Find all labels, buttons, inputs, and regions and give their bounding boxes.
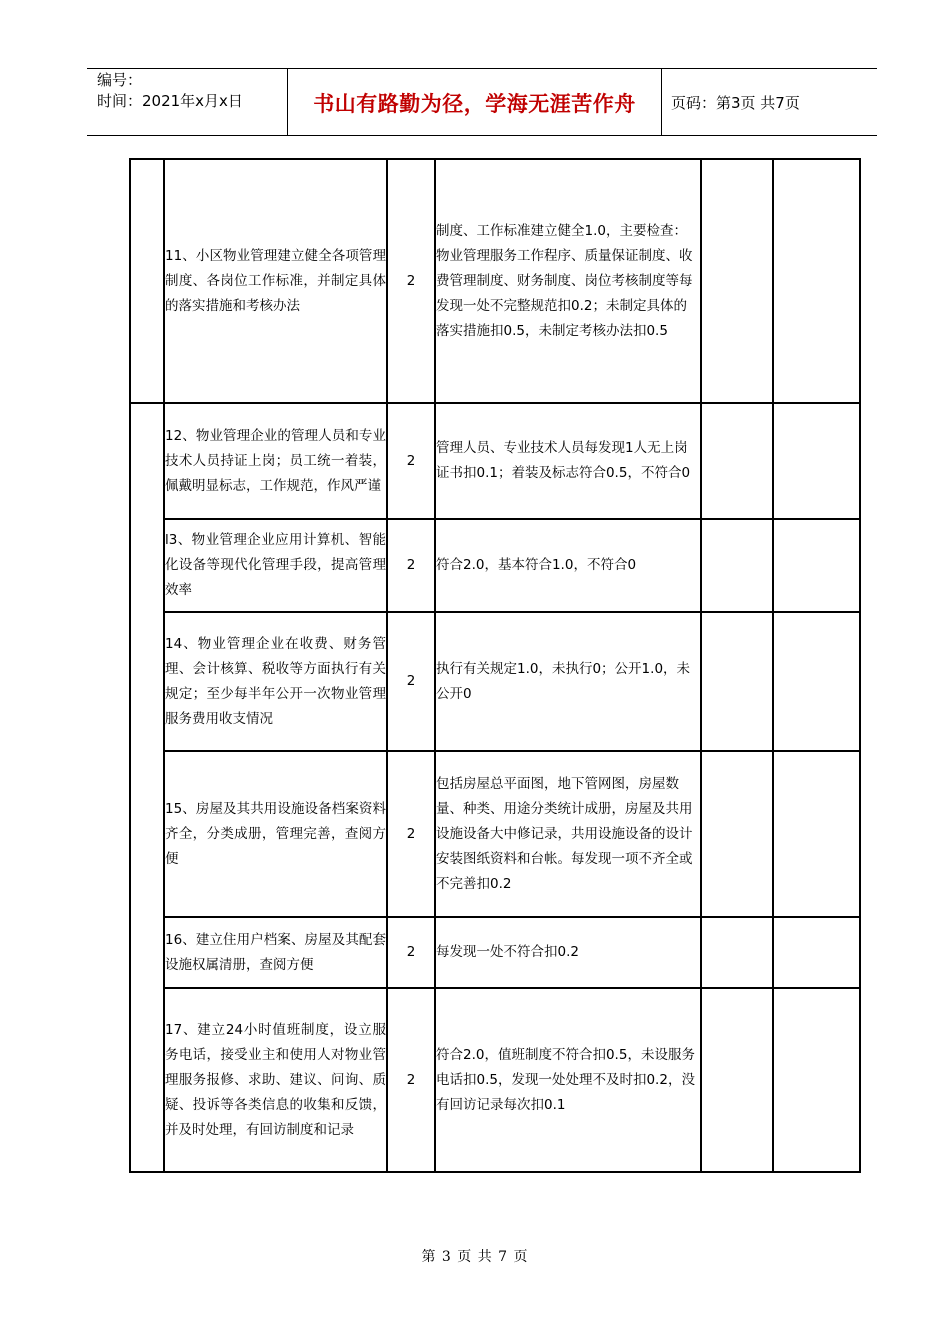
assessment-table <box>129 158 861 1173</box>
table-row <box>130 751 860 917</box>
score-cell: 2 <box>387 612 435 751</box>
empty-cell <box>773 988 860 1172</box>
item-cell: 17、建立24小时值班制度，设立服务电话，接受业主和使用人对物业管理服务报修、求助、建议、问询、质疑、投诉等各类信息的收集和反馈，并及时处理，有回访制度和记录 <box>164 988 387 1172</box>
item-cell: 12、物业管理企业的管理人员和专业技术人员持证上岗；员工统一着装，佩戴明显标志，工作规范，作风严谨 <box>164 403 387 519</box>
header-top-rule <box>87 68 877 69</box>
category-cell <box>130 159 164 403</box>
empty-cell <box>773 751 860 917</box>
standard-cell: 管理人员、专业技术人员每发现1人无上岗证书扣0.1；着装及标志符合0.5，不符合0 <box>435 403 701 519</box>
empty-cell <box>773 519 860 612</box>
item-cell: 15、房屋及其共用设施设备档案资料齐全，分类成册，管理完善，查阅方便 <box>164 751 387 917</box>
item-cell: 11、小区物业管理建立健全各项管理制度、各岗位工作标准，并制定具体的落实措施和考核办法 <box>164 159 387 403</box>
document-number-label: 编号： <box>97 71 143 89</box>
table-row <box>130 403 860 519</box>
score-cell: 2 <box>387 988 435 1172</box>
table-row <box>130 988 860 1172</box>
item-cell: 14、物业管理企业在收费、财务管理、会计核算、税收等方面执行有关规定；至少每半年公开一次物业管理服务费用收支情况 <box>164 612 387 751</box>
standard-cell: 每发现一处不符合扣0.2 <box>435 917 701 988</box>
header-page-info: 页码：第3页 共7页 <box>671 94 800 112</box>
document-time-label: 时间：2021年x月x日 <box>97 92 243 110</box>
standard-cell: 包括房屋总平面图，地下管网图，房屋数量、种类、用途分类统计成册，房屋及共用设施设备大中修记录，共用设施设备的设计安装图纸资料和台帐。每发现一项不齐全或不完善扣0.2 <box>435 751 701 917</box>
category-cell <box>130 403 164 1172</box>
empty-cell <box>773 612 860 751</box>
header-bottom-rule <box>87 135 877 136</box>
empty-cell <box>701 159 773 403</box>
page-footer: 第 3 页 共 7 页 <box>421 1249 529 1265</box>
empty-cell <box>701 403 773 519</box>
empty-cell <box>701 988 773 1172</box>
table-row <box>130 159 860 403</box>
table-row <box>130 519 860 612</box>
empty-cell <box>773 403 860 519</box>
table-row <box>130 612 860 751</box>
table-row <box>130 917 860 988</box>
score-cell: 2 <box>387 519 435 612</box>
standard-cell: 符合2.0，值班制度不符合扣0.5，未设服务电话扣0.5，发现一处处理不及时扣0.2，没有回访记录每次扣0.1 <box>435 988 701 1172</box>
empty-cell <box>701 751 773 917</box>
empty-cell <box>701 612 773 751</box>
standard-cell: 制度、工作标准建立健全1.0，主要检查：物业管理服务工作程序、质量保证制度、收费管理制度、财务制度、岗位考核制度等每发现一处不完整规范扣0.2；未制定具体的落实措施扣0.5，未制定考核办法扣0.5 <box>435 159 701 403</box>
header-motto: 书山有路勤为径，学海无涯苦作舟 <box>313 92 636 116</box>
item-cell: 16、建立住用户档案、房屋及其配套设施权属清册，查阅方便 <box>164 917 387 988</box>
empty-cell <box>773 159 860 403</box>
empty-cell <box>701 917 773 988</box>
score-cell: 2 <box>387 751 435 917</box>
header-meta <box>97 70 243 112</box>
score-cell: 2 <box>387 159 435 403</box>
score-cell: 2 <box>387 917 435 988</box>
score-cell: 2 <box>387 403 435 519</box>
empty-cell <box>701 519 773 612</box>
standard-cell: 执行有关规定1.0，未执行0；公开1.0，未公开0 <box>435 612 701 751</box>
item-cell: l3、物业管理企业应用计算机、智能化设备等现代化管理手段，提高管理效率 <box>164 519 387 612</box>
empty-cell <box>773 917 860 988</box>
header-divider-right <box>661 68 662 136</box>
standard-cell: 符合2.0，基本符合1.0，不符合0 <box>435 519 701 612</box>
